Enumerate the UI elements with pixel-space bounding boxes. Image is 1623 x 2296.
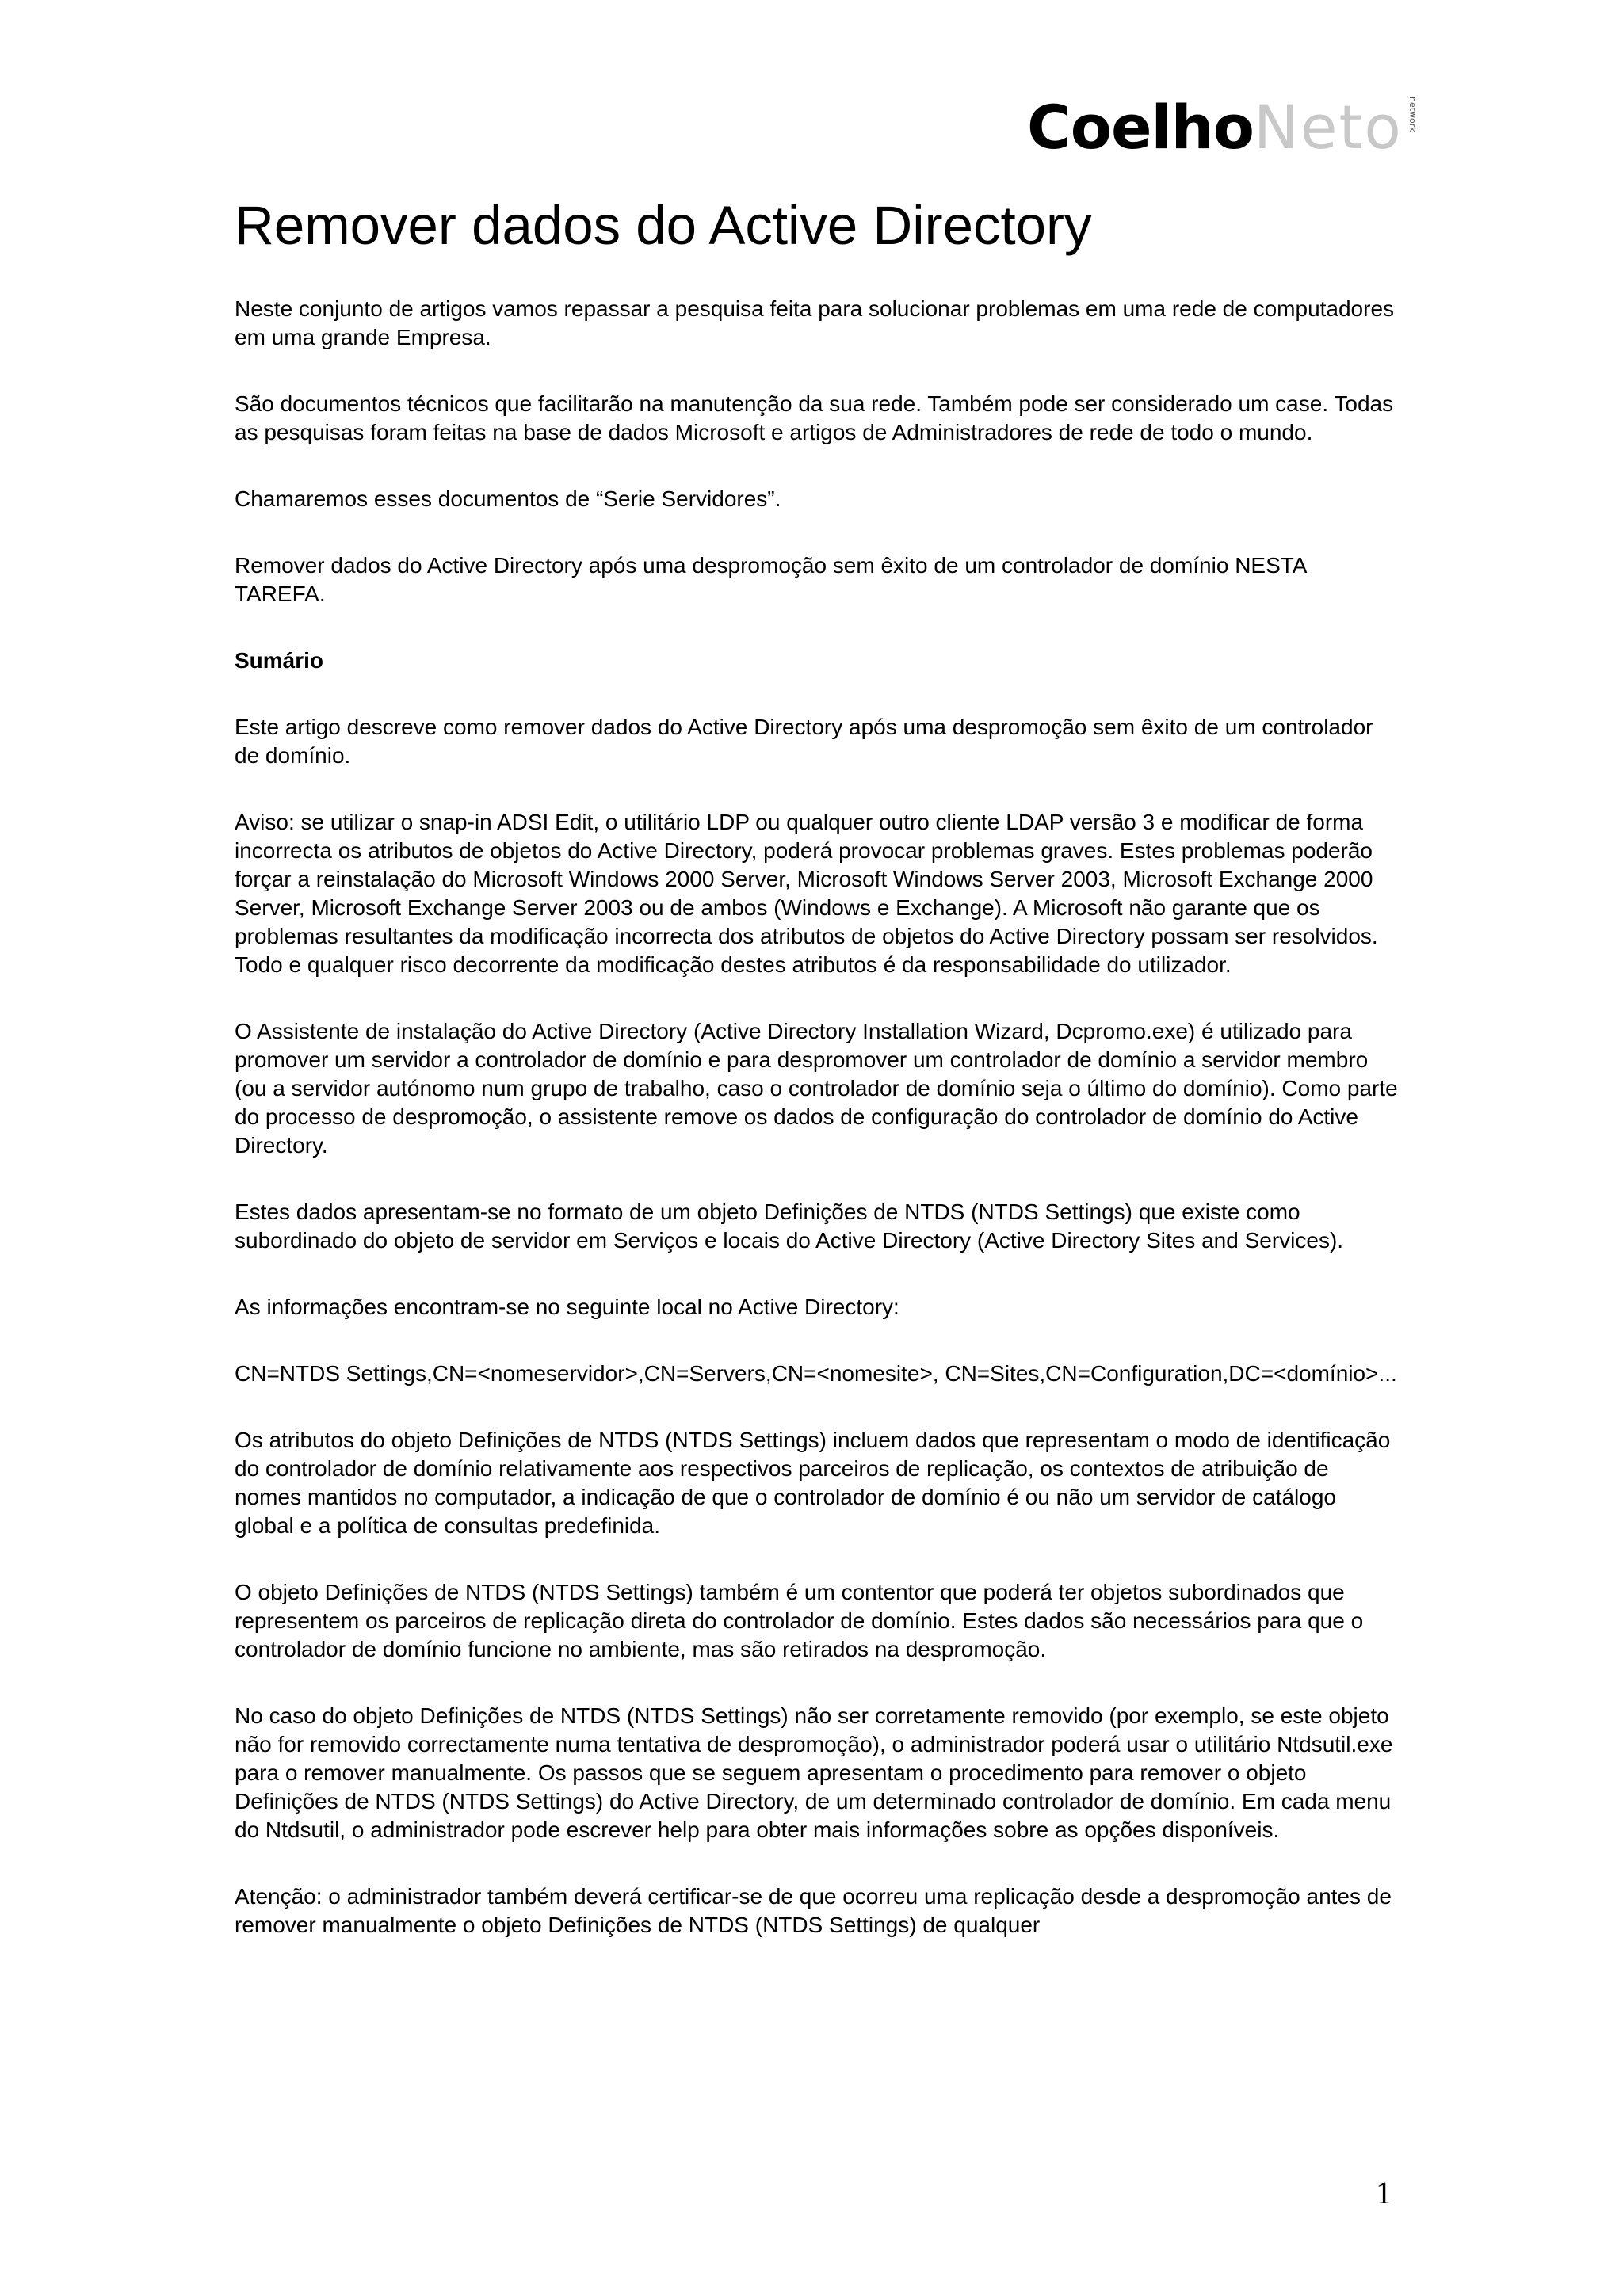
paragraph-series-name: Chamaremos esses documentos de “Serie Servidores”. (235, 486, 781, 511)
paragraph-dcpromo: O Assistente de instalação do Active Directory (Active Directory Installation Wizard, Dcpromo.exe) é utilizado para promover um servidor a controlador de domínio e para despromover um controlador de domínio a servidor membro (ou a servidor autónomo num grupo de trabalho, caso o controlador de domínio seja o último do domínio). Como parte do processo de despromoção, o assistente remove os dados de configuração do controlador de domínio do Active Directory. (235, 1019, 1398, 1158)
logo-primary-text: Coelho (1027, 92, 1254, 162)
paragraph-container: O objeto Definições de NTDS (NTDS Settings) também é um contentor que poderá ter objetos subordinados que representem os parceiros de replicação direta do controlador de domínio. Estes dados são necessários para que o controlador de domínio funcione no ambiente, mas são retirados na despromoção. (235, 1580, 1364, 1661)
page-title: Remover dados do Active Directory (235, 195, 1092, 256)
brand-logo (1027, 92, 1417, 163)
logo-secondary-text: Neto (1253, 92, 1403, 162)
paragraph-technical-docs: São documentos técnicos que facilitarão na manutenção da sua rede. Também pode ser considerado um case. Todas as pesquisas foram feitas na base de dados Microsoft e artigos de Administradores de rede de todo o mundo. (235, 391, 1394, 444)
section-heading-summary: Sumário (235, 648, 324, 673)
paragraph-ntdsutil: No caso do objeto Definições de NTDS (NTDS Settings) não ser corretamente removido (por exemplo, se este objeto não for removido correctamente numa tentativa de despromoção), o administrador poderá usar o utilitário Ntdsutil.exe para o remover manualmente. Os passos que se seguem apresentam o procedimento para remover o objeto Definições de NTDS (NTDS Settings) do Active Directory, de um determinado controlador de domínio. Em cada menu do Ntdsutil, o administrador pode escrever help para obter mais informações sobre as opções disponíveis. (235, 1703, 1393, 1842)
paragraph-summary: Este artigo descreve como remover dados do Active Directory após uma despromoção sem êxito de um controlador de domínio. (235, 715, 1373, 768)
paragraph-task-title: Remover dados do Active Directory após uma despromoção sem êxito de um controlador de domínio NESTA TAREFA. (235, 553, 1306, 606)
paragraph-attention: Atenção: o administrador também deverá certificar-se de que ocorreu uma replicação desde a despromoção antes de remover manualmente o objeto Definições de NTDS (NTDS Settings) de qualquer (235, 1884, 1392, 1937)
paragraph-intro: Neste conjunto de artigos vamos repassar a pesquisa feita para solucionar problemas em uma rede de computadores em uma grande Empresa. (235, 296, 1395, 349)
paragraph-warning: Aviso: se utilizar o snap-in ADSI Edit, o utilitário LDP ou qualquer outro cliente LDAP versão 3 e modificar de forma incorrecta os atributos de objetos do Active Directory, poderá provocar problemas graves. Estes problemas poderão forçar a reinstalação do Microsoft Windows 2000 Server, Microsoft Windows Server 2003, Microsoft Exchange 2000 Server, Microsoft Exchange Server 2003 ou de ambos (Windows e Exchange). A Microsoft não garante que os problemas resultantes da modificação incorrecta dos atributos de objetos do Active Directory possam ser resolvidos. Todo e qualquer risco decorrente da modificação destes atributos é da responsabilidade do utilizador. (235, 810, 1378, 977)
page-number: 1 (1376, 2175, 1392, 2210)
paragraph-attributes: Os atributos do objeto Definições de NTDS (NTDS Settings) incluem dados que representam o modo de identificação do controlador de domínio relativamente aos respectivos parceiros de replicação, os contextos de atribuição de nomes mantidos no computador, a indicação de que o controlador de domínio é ou não um servidor de catálogo global e a política de consultas predefinida. (235, 1428, 1391, 1538)
paragraph-ldap-path: CN=NTDS Settings,CN=<nomeservidor>,CN=Servers,CN=<nomesite>, CN=Sites,CN=Configuration,DC=<domínio>... (235, 1361, 1397, 1386)
paragraph-location-intro: As informações encontram-se no seguinte local no Active Directory: (235, 1295, 899, 1319)
paragraph-ntds-object: Estes dados apresentam-se no formato de um objeto Definições de NTDS (NTDS Settings) que existe como subordinado do objeto de servidor em Serviços e locais do Active Directory (Active Directory Sites and Services). (235, 1199, 1344, 1253)
logo-tagline: network (1407, 97, 1418, 132)
document-body (235, 295, 1400, 1978)
